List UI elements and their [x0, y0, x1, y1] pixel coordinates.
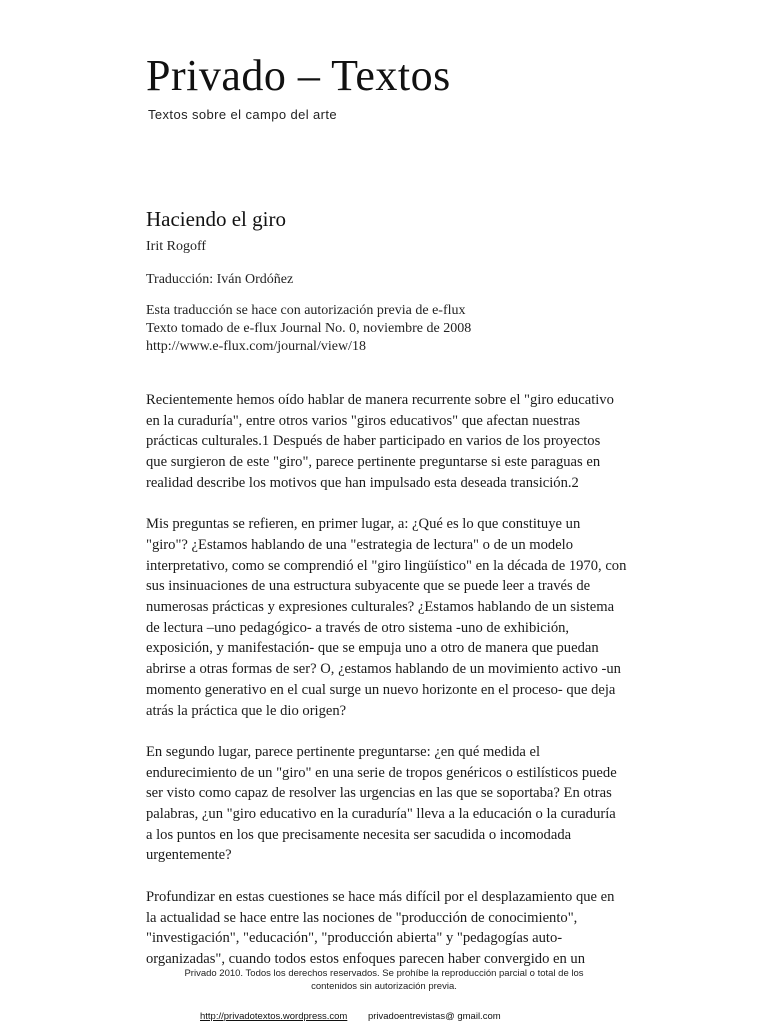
text-line: prácticas culturales.1 Después de haber participado en varios de los proyectos: [146, 433, 601, 450]
text-line: urgentemente?: [146, 847, 232, 864]
text-line: Profundizar en estas cuestiones se hace más difícil por el desplazamiento que en: [146, 888, 615, 905]
text-line: a los puntos en los que precisamente necesita ser sacudida o incomodada: [146, 826, 572, 843]
text-line: ser visto como capaz de resolver las urgencias en las que se soportaba? En otras: [146, 785, 612, 802]
text-line: sus insinuaciones de una estructura subyacente que se puede leer a través de: [146, 578, 591, 595]
text-line: "giro"? ¿Estamos hablando de una "estrategia de lectura" o de un modelo: [146, 536, 574, 553]
credit-line: Texto tomado de e-flux Journal No. 0, noviembre de 2008: [146, 321, 472, 336]
article-author: Irit Rogoff: [146, 239, 207, 254]
text-line: de lectura –uno pedagógico- a través de otro sistema -uno de exhibición,: [146, 619, 570, 636]
text-line: exposición, y manifestación- que se empuja uno a otro de manera que puedan: [146, 640, 599, 657]
text-line: realidad describe los motivos que han impulsado esta deseada transición.2: [146, 474, 579, 491]
text-line: palabras, ¿un "giro educativo en la curaduría" lleva a la educación o la curaduría: [146, 806, 616, 823]
paragraph-1: [146, 390, 636, 494]
paragraph-3: [146, 742, 636, 866]
credit-line: Esta traducción se hace con autorización previa de e-flux: [146, 303, 466, 318]
text-line: numerosas prácticas y expresiones culturales? ¿Estamos hablando de un sistema: [146, 599, 615, 616]
contact-email[interactable]: privadoentrevistas@ gmail.com: [367, 1011, 501, 1022]
text-line: atrás la práctica que le dio origen?: [146, 702, 347, 719]
text-line: interpretativo, como se comprendió el "giro lingüístico" en la década de 1970, con: [146, 557, 627, 574]
source-credits: [146, 302, 471, 356]
credit-line: http://www.e-flux.com/journal/view/18: [146, 339, 366, 354]
copyright-line: contenidos sin autorización previa.: [311, 981, 457, 992]
text-line: organizadas", cuando todos estos enfoques parecen haber convergido en un: [146, 950, 586, 967]
article-title: Haciendo el giro: [146, 207, 286, 231]
site-link[interactable]: http://privadotextos.wordpress.com: [200, 1011, 348, 1022]
text-line: endurecimiento de un "giro" en una serie de tropos genéricos o estilísticos puede: [146, 764, 617, 781]
text-line: abrirse a otras formas de ser? O, ¿estamos hablando de un movimiento activo -un: [146, 661, 621, 678]
footer-links: [200, 1010, 600, 1023]
text-line: En segundo lugar, parece pertinente preguntarse: ¿en qué medida el: [146, 743, 541, 760]
text-line: la actualidad se hace entre las nociones de "producción de conocimiento",: [146, 909, 578, 926]
site-tagline: Textos sobre el campo del arte: [148, 107, 338, 122]
text-line: "investigación", "educación", "producción abierta" y "pedagogías auto-: [146, 930, 563, 947]
article-body: [146, 390, 636, 990]
paragraph-2: [146, 514, 636, 721]
footer-copyright: [120, 967, 648, 993]
text-line: que surgieron de este "giro", parece pertinente preguntarse si este paraguas en: [146, 454, 601, 471]
text-line: Recientemente hemos oído hablar de manera recurrente sobre el "giro educativo: [146, 392, 614, 408]
text-line: Mis preguntas se refieren, en primer lugar, a: ¿Qué es lo que constituye un: [146, 516, 581, 533]
text-line: en la curaduría", entre otros varios "giros educativos" que afectan nuestras: [146, 412, 581, 429]
copyright-line: Privado 2010. Todos los derechos reservados. Se prohíbe la reproducción parcial o total de los: [184, 968, 584, 979]
translation-credit: Traducción: Iván Ordóñez: [146, 272, 294, 287]
site-title: Privado – Textos: [146, 51, 451, 100]
paragraph-4: [146, 887, 636, 970]
text-line: momento generativo en el cual surge un nuevo horizonte en el proceso- que deja: [146, 681, 616, 698]
